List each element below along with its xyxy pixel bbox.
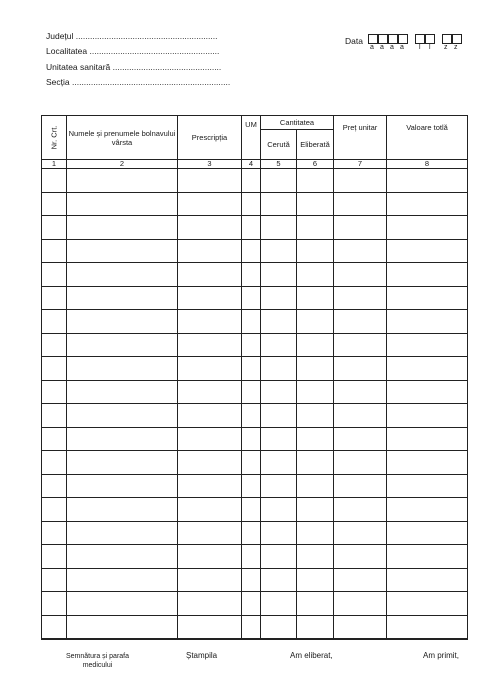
cell-nr[interactable] [42,592,67,616]
cell-total[interactable] [387,169,468,193]
cell-name[interactable] [67,521,178,545]
date-hint: a [390,44,394,51]
cell-name[interactable] [67,592,178,616]
cell-released[interactable] [297,380,334,404]
table-row [42,474,468,498]
date-hint: z [444,44,448,51]
date-box-month-1[interactable] [415,34,425,44]
cell-um[interactable] [242,615,261,639]
cell-unit-price[interactable] [334,498,387,522]
cell-total[interactable] [387,615,468,639]
cell-nr[interactable] [42,427,67,451]
cell-um[interactable] [242,451,261,475]
table-row [42,404,468,428]
released-label: Am eliberat, [290,651,333,660]
cell-total[interactable] [387,380,468,404]
cell-requested[interactable] [261,474,297,498]
table-row [42,568,468,592]
cell-total[interactable] [387,404,468,428]
cell-nr[interactable] [42,192,67,216]
date-hint: a [370,44,374,51]
cell-prescription[interactable] [178,333,242,357]
cell-unit-price[interactable] [334,192,387,216]
cell-unit-price[interactable] [334,404,387,428]
cell-prescription[interactable] [178,404,242,428]
cell-requested[interactable] [261,216,297,240]
cell-prescription[interactable] [178,169,242,193]
col-header-quantity [261,116,334,130]
cell-unit-price[interactable] [334,310,387,334]
cell-um[interactable] [242,498,261,522]
cell-name[interactable] [67,427,178,451]
table-row [42,380,468,404]
cell-total[interactable] [387,474,468,498]
cell-requested[interactable] [261,568,297,592]
cell-released[interactable] [297,239,334,263]
cell-requested[interactable] [261,427,297,451]
cell-nr[interactable] [42,286,67,310]
col-header-name-text: Numele și prenumele bolnavului vârsta [68,128,176,147]
cell-nr[interactable] [42,404,67,428]
table-row [42,239,468,263]
table-row [42,357,468,381]
col-number: 8 [387,160,468,169]
col-header-total-text: Valoare totlă [406,123,448,132]
table-row [42,451,468,475]
cell-requested[interactable] [261,192,297,216]
cell-nr[interactable] [42,239,67,263]
cell-nr[interactable] [42,216,67,240]
cell-total[interactable] [387,286,468,310]
table-row [42,263,468,287]
table-row [42,615,468,639]
cell-total[interactable] [387,451,468,475]
prescription-table [41,115,468,640]
cell-nr[interactable] [42,169,67,193]
cell-total[interactable] [387,545,468,569]
cell-unit-price[interactable] [334,380,387,404]
date-box-year-4[interactable] [398,34,408,44]
table-row [42,427,468,451]
cell-requested[interactable] [261,380,297,404]
table-row [42,310,468,334]
col-header-total [387,116,468,160]
col-header-unit-price [334,116,387,160]
cell-nr[interactable] [42,568,67,592]
cell-total[interactable] [387,310,468,334]
field-dots: ....................................................... [89,46,220,56]
cell-prescription[interactable] [178,427,242,451]
cell-um[interactable] [242,310,261,334]
field-label: Unitatea sanitară [46,62,111,72]
col-header-um [242,116,261,160]
cell-unit-price[interactable] [334,545,387,569]
field-label: Județul [46,31,74,41]
cell-unit-price[interactable] [334,474,387,498]
cell-released[interactable] [297,521,334,545]
cell-total[interactable] [387,498,468,522]
cell-prescription[interactable] [178,216,242,240]
cell-um[interactable] [242,333,261,357]
cell-name[interactable] [67,333,178,357]
col-header-name [67,116,178,160]
cell-nr[interactable] [42,545,67,569]
header-field-sectia [46,77,230,87]
col-number: 1 [42,160,67,169]
table-row [42,169,468,193]
cell-unit-price[interactable] [334,239,387,263]
cell-um[interactable] [242,427,261,451]
cell-nr[interactable] [42,263,67,287]
cell-um[interactable] [242,474,261,498]
table-row [42,286,468,310]
cell-requested[interactable] [261,169,297,193]
col-number: 4 [242,160,261,169]
cell-unit-price[interactable] [334,357,387,381]
cell-requested[interactable] [261,333,297,357]
cell-released[interactable] [297,404,334,428]
cell-released[interactable] [297,615,334,639]
cell-requested[interactable] [261,286,297,310]
cell-requested[interactable] [261,357,297,381]
cell-unit-price[interactable] [334,615,387,639]
cell-name[interactable] [67,568,178,592]
cell-nr[interactable] [42,451,67,475]
cell-released[interactable] [297,357,334,381]
cell-nr[interactable] [42,310,67,334]
cell-nr[interactable] [42,380,67,404]
col-number: 6 [297,160,334,169]
col-header-unit-price-text: Preț unitar [342,123,378,132]
table-row [42,192,468,216]
cell-name[interactable] [67,615,178,639]
col-header-released [297,130,334,160]
received-label: Am primit, [423,651,459,660]
date-box-day-2[interactable] [452,34,462,44]
date-hint: z [454,44,458,51]
cell-total[interactable] [387,568,468,592]
cell-um[interactable] [242,357,261,381]
col-number: 2 [67,160,178,169]
cell-prescription[interactable] [178,286,242,310]
cell-name[interactable] [67,169,178,193]
cell-total[interactable] [387,192,468,216]
cell-nr[interactable] [42,333,67,357]
cell-prescription[interactable] [178,474,242,498]
col-header-um-text: UM [245,120,257,129]
cell-released[interactable] [297,474,334,498]
cell-prescription[interactable] [178,192,242,216]
cell-total[interactable] [387,263,468,287]
cell-released[interactable] [297,216,334,240]
cell-nr[interactable] [42,498,67,522]
table-row [42,521,468,545]
cell-unit-price[interactable] [334,521,387,545]
cell-released[interactable] [297,169,334,193]
cell-prescription[interactable] [178,568,242,592]
cell-nr[interactable] [42,357,67,381]
cell-unit-price[interactable] [334,169,387,193]
cell-um[interactable] [242,568,261,592]
cell-requested[interactable] [261,545,297,569]
date-hint: l [429,44,431,51]
cell-unit-price[interactable] [334,451,387,475]
date-hint: a [400,44,404,51]
cell-prescription[interactable] [178,498,242,522]
cell-released[interactable] [297,451,334,475]
cell-requested[interactable] [261,310,297,334]
cell-prescription[interactable] [178,615,242,639]
cell-name[interactable] [67,216,178,240]
cell-name[interactable] [67,380,178,404]
cell-unit-price[interactable] [334,216,387,240]
cell-um[interactable] [242,380,261,404]
table-row [42,592,468,616]
table-row [42,333,468,357]
cell-um[interactable] [242,263,261,287]
date-box-year-1[interactable] [368,34,378,44]
cell-released[interactable] [297,192,334,216]
col-header-quantity-text: Cantitatea [279,118,315,127]
col-number: 3 [178,160,242,169]
cell-name[interactable] [67,192,178,216]
cell-unit-price[interactable] [334,592,387,616]
cell-requested[interactable] [261,404,297,428]
cell-total[interactable] [387,239,468,263]
cell-unit-price[interactable] [334,333,387,357]
cell-requested[interactable] [261,451,297,475]
col-header-prescription [178,116,242,160]
cell-name[interactable] [67,498,178,522]
cell-total[interactable] [387,427,468,451]
cell-name[interactable] [67,474,178,498]
date-label: Data [345,36,363,46]
cell-nr[interactable] [42,474,67,498]
cell-name[interactable] [67,286,178,310]
cell-nr[interactable] [42,615,67,639]
column-number-row [42,160,468,169]
cell-name[interactable] [67,310,178,334]
cell-um[interactable] [242,239,261,263]
col-header-requested-text: Cerută [267,140,290,149]
cell-name[interactable] [67,404,178,428]
cell-released[interactable] [297,427,334,451]
cell-prescription[interactable] [178,545,242,569]
col-header-nr [42,116,67,160]
cell-total[interactable] [387,357,468,381]
cell-released[interactable] [297,592,334,616]
cell-released[interactable] [297,333,334,357]
header-field-judetul [46,31,218,41]
cell-nr[interactable] [42,521,67,545]
cell-prescription[interactable] [178,263,242,287]
cell-um[interactable] [242,592,261,616]
table-row [42,498,468,522]
cell-released[interactable] [297,310,334,334]
cell-released[interactable] [297,545,334,569]
cell-name[interactable] [67,357,178,381]
cell-requested[interactable] [261,521,297,545]
cell-requested[interactable] [261,498,297,522]
field-label: Secția [46,77,70,87]
cell-um[interactable] [242,192,261,216]
cell-prescription[interactable] [178,239,242,263]
cell-um[interactable] [242,169,261,193]
cell-um[interactable] [242,216,261,240]
table-row [42,216,468,240]
date-hint: l [419,44,421,51]
cell-name[interactable] [67,545,178,569]
cell-prescription[interactable] [178,451,242,475]
header-field-localitatea [46,46,219,56]
cell-name[interactable] [67,239,178,263]
cell-released[interactable] [297,568,334,592]
signature-label: Semnătura și parafa medicului [65,653,130,669]
cell-prescription[interactable] [178,521,242,545]
field-dots: ................................................................... [72,77,231,87]
cell-requested[interactable] [261,615,297,639]
cell-prescription[interactable] [178,357,242,381]
date-hint: a [380,44,384,51]
cell-prescription[interactable] [178,380,242,404]
header-field-unitatea [46,62,221,72]
cell-requested[interactable] [261,239,297,263]
stamp-label: Ștampila [186,651,218,660]
cell-name[interactable] [67,451,178,475]
table-row [42,545,468,569]
cell-unit-price[interactable] [334,263,387,287]
cell-prescription[interactable] [178,592,242,616]
field-dots: .............................................. [112,62,222,72]
cell-um[interactable] [242,545,261,569]
cell-unit-price[interactable] [334,568,387,592]
cell-total[interactable] [387,592,468,616]
cell-prescription[interactable] [178,310,242,334]
col-header-requested [261,130,297,160]
date-box-year-3[interactable] [388,34,398,44]
cell-total[interactable] [387,333,468,357]
cell-um[interactable] [242,521,261,545]
field-label: Localitatea [46,46,88,56]
cell-requested[interactable] [261,592,297,616]
field-dots: ............................................................ [75,31,218,41]
col-header-nr-text: Nr. Crt. [49,125,59,150]
cell-unit-price[interactable] [334,427,387,451]
date-box-day-1[interactable] [442,34,452,44]
cell-total[interactable] [387,521,468,545]
cell-requested[interactable] [261,263,297,287]
cell-released[interactable] [297,498,334,522]
date-box-month-2[interactable] [425,34,435,44]
date-box-year-2[interactable] [378,34,388,44]
cell-released[interactable] [297,263,334,287]
col-header-released-text: Eliberată [300,140,330,149]
col-header-prescription-text: Prescripția [191,133,228,142]
cell-released[interactable] [297,286,334,310]
cell-um[interactable] [242,404,261,428]
cell-name[interactable] [67,263,178,287]
cell-um[interactable] [242,286,261,310]
cell-unit-price[interactable] [334,286,387,310]
cell-total[interactable] [387,216,468,240]
col-number: 5 [261,160,297,169]
col-number: 7 [334,160,387,169]
